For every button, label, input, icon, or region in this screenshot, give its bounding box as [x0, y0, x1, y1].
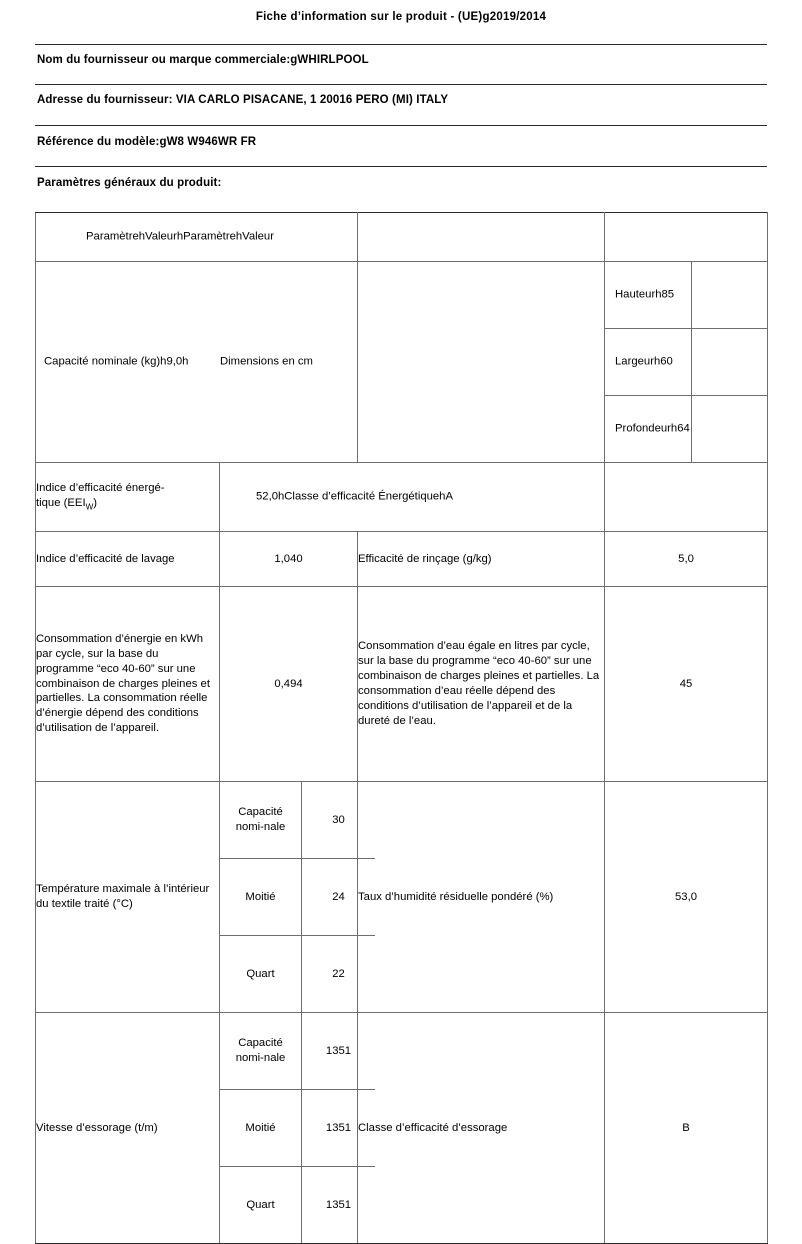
dimension-row-depth — [605, 396, 767, 463]
eei-label-line1: Indice d’efficacité énergé- — [36, 482, 165, 495]
dimensions-label: Dimensions en cm — [220, 355, 313, 368]
spin-load-value-half: 1351 — [302, 1090, 376, 1167]
spin-efficiency-class-label: Classe d’efficacité d’essorage — [358, 1013, 605, 1244]
spin-loads-subtable — [220, 1013, 375, 1243]
temperature-load-label-half: Moitié — [220, 859, 302, 936]
eei-label-line2-post: ) — [93, 496, 98, 509]
dimension-height-cell — [605, 262, 767, 329]
dimensions-subtable-cell — [605, 262, 768, 463]
energy-consumption-label: Consommation d’énergie en kWh par cycle, sur la base du programme “eco 40-60” sur une combinaison de charges pleines et partielles. La consommation réelle d’énergie dépend des conditions d’utilisation de l’appareil. — [36, 587, 220, 782]
spin-load-row-full — [220, 1013, 375, 1090]
eei-run-cell — [220, 463, 605, 532]
header-divider-2 — [35, 84, 767, 85]
table-row-washing — [36, 532, 768, 587]
header-spacer-cell-2 — [605, 213, 768, 262]
spin-efficiency-class-value: B — [605, 1013, 768, 1244]
header-run-cell — [36, 213, 358, 262]
capacity-label-value: Capacité nominale (kg)h9,0h — [44, 355, 189, 368]
temperature-load-value-quarter: 22 — [302, 936, 376, 1013]
page-title: Fiche d’information sur le produit - (UE)g2019/2014 — [255, 11, 547, 23]
header-divider-3 — [35, 125, 767, 126]
eei-spacer-cell — [605, 463, 768, 532]
dimension-width-label: Largeurh60 — [615, 355, 673, 368]
table-row-spin — [36, 1013, 768, 1244]
eei-value-and-class: 52,0hClasse d’efficacité ÉnergétiquehA — [256, 490, 453, 503]
header-divider-4 — [35, 166, 767, 167]
temperature-load-label-full: Capacité nomi-nale — [220, 782, 302, 859]
spin-load-value-quarter: 1351 — [302, 1167, 376, 1244]
washing-index-value: 1,040 — [220, 532, 358, 587]
dimension-height-label: Hauteurh85 — [615, 288, 675, 301]
rinsing-efficiency-value: 5,0 — [605, 532, 768, 587]
spin-load-label-half: Moitié — [220, 1090, 302, 1167]
table-header-labels: ParamètrehValeurhParamètrehValeur — [86, 230, 274, 243]
temperature-load-row-half — [220, 859, 375, 936]
dimensions-subtable — [605, 262, 767, 462]
supplier-address-line: Adresse du fournisseur: VIA CARLO PISACANE, 1 20016 PERO (MI) ITALY — [37, 94, 449, 106]
table-row-consumption — [36, 587, 768, 782]
eei-label-cell — [36, 463, 220, 532]
temperature-load-label-quarter: Quart — [220, 936, 302, 1013]
spin-loads-subtable-cell — [220, 1013, 358, 1244]
dimension-row-height — [605, 262, 767, 329]
dimension-width-cell — [605, 329, 767, 396]
residual-moisture-value: 53,0 — [605, 782, 768, 1013]
temperature-load-row-quarter — [220, 936, 375, 1013]
temperature-load-value-full: 30 — [302, 782, 376, 859]
table-row-eei — [36, 463, 768, 532]
residual-moisture-label: Taux d’humidité résiduelle pondéré (%) — [358, 782, 605, 1013]
washing-index-label: Indice d’efficacité de lavage — [36, 532, 220, 587]
header-divider-1 — [35, 44, 767, 45]
model-reference-line: Référence du modèle:gW8 W946WR FR — [37, 136, 257, 148]
temperature-loads-subtable — [220, 782, 375, 1012]
spin-load-value-full: 1351 — [302, 1013, 376, 1090]
temperature-load-row-full — [220, 782, 375, 859]
dimension-depth-label: Profondeurh64 — [615, 422, 690, 435]
temperature-loads-subtable-cell — [220, 782, 358, 1013]
supplier-name-line: Nom du fournisseur ou marque commerciale:gWHIRLPOOL — [37, 54, 369, 66]
temperature-load-value-half: 24 — [302, 859, 376, 936]
table-row-temperature — [36, 782, 768, 1013]
spin-load-label-quarter: Quart — [220, 1167, 302, 1244]
eei-label-subscript: W — [85, 502, 94, 512]
rinsing-efficiency-label: Efficacité de rinçage (g/kg) — [358, 532, 605, 587]
table-row-capacity — [36, 262, 768, 463]
energy-consumption-value: 0,494 — [220, 587, 358, 782]
spin-load-label-full: Capacité nomi-nale — [220, 1013, 302, 1090]
header-spacer-cell-1 — [358, 213, 605, 262]
dimension-divider-2 — [691, 329, 692, 395]
spin-load-row-half — [220, 1090, 375, 1167]
eei-label-line2-pre: tique (EEI — [36, 496, 86, 509]
general-parameters-line: Paramètres généraux du produit: — [37, 177, 222, 189]
general-parameters-table — [35, 212, 768, 1244]
dimension-divider-1 — [691, 262, 692, 328]
water-consumption-label: Consommation d’eau égale en litres par cycle, sur la base du programme “eco 40-60” sur une combinaison de charges pleines et partielles. La consommation d’eau réelle dépend des conditions d’utilisation de l’appareil et de la dureté de l’eau. — [358, 587, 605, 782]
spin-load-row-quarter — [220, 1167, 375, 1244]
capacity-spacer-cell — [358, 262, 605, 463]
table-row-header — [36, 213, 768, 262]
water-consumption-value: 45 — [605, 587, 768, 782]
capacity-run-cell — [36, 262, 358, 463]
dimension-depth-cell — [605, 396, 767, 463]
max-temperature-label: Température maximale à l’intérieur du textile traité (°C) — [36, 782, 220, 1013]
dimension-divider-3 — [691, 396, 692, 462]
dimension-row-width — [605, 329, 767, 396]
spin-speed-label: Vitesse d’essorage (t/m) — [36, 1013, 220, 1244]
